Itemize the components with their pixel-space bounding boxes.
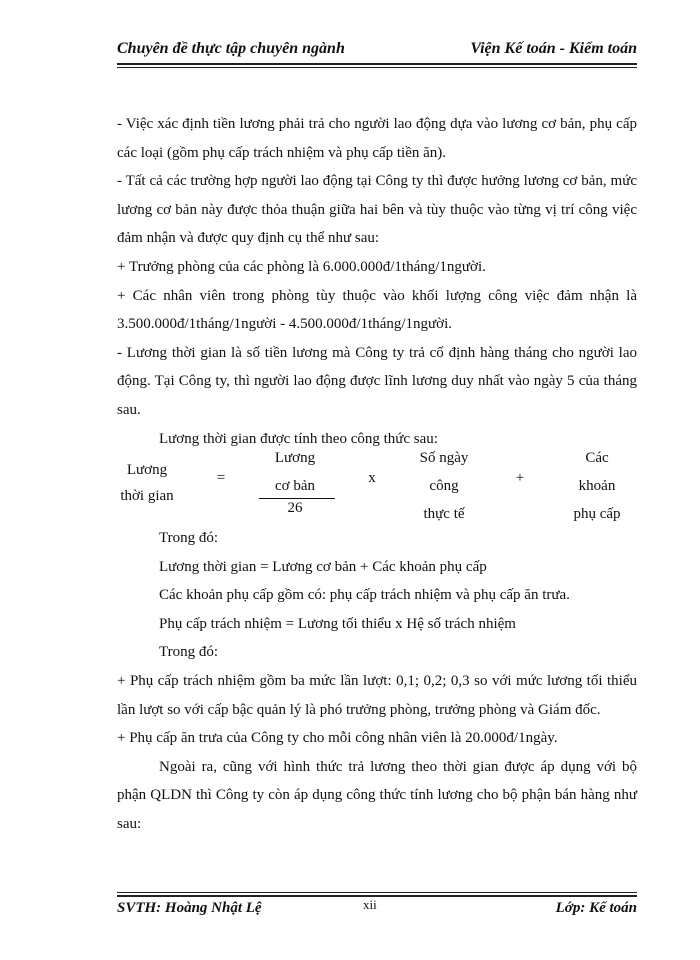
formula-fraction-bar bbox=[259, 498, 335, 499]
footer-page-number: xii bbox=[363, 897, 377, 912]
formula-days-line2: công bbox=[429, 478, 459, 494]
document-body-continued bbox=[117, 524, 637, 839]
formula-times: x bbox=[368, 470, 376, 486]
paragraph-sales-department: Ngoài ra, cũng với hình thức trả lương theo thời gian được áp dụng với bộ phận QLDN thì Công ty còn áp dụng công thức tính lương cho bộ phận bán hàng như sau: bbox=[117, 758, 637, 832]
paragraph-base-salary: - Tất cả các trường hợp người lao động tại Công ty thì được hưởng lương cơ bản, mức lương cơ bản này được thỏa thuận giữa hai bên và tùy thuộc vào từng vị trí công việc đảm nhận và được quy định cụ thể như sau: bbox=[117, 173, 637, 247]
formula-plus: + bbox=[515, 470, 525, 486]
formula-allowances bbox=[557, 444, 637, 528]
formula-equals: = bbox=[216, 470, 226, 486]
header-course-title: Chuyên đề thực tập chuyên ngành bbox=[117, 40, 345, 57]
paragraph-responsibility-formula: Phụ cấp trách nhiệm = Lương tối thiểu x Hệ số trách nhiệm bbox=[159, 615, 516, 632]
salary-formula bbox=[117, 440, 637, 524]
paragraph-responsibility-levels: + Phụ cấp trách nhiệm gồm ba mức lần lượt: 0,1; 0,2; 0,3 so với mức lương tối thiểu lần lượt so với cấp bậc quản lý là phó trưởng phòng, trưởng phòng và Giám đốc. bbox=[117, 672, 637, 718]
formula-allow-line3: phụ cấp bbox=[573, 506, 621, 522]
header-rule-thin bbox=[117, 67, 637, 68]
formula-allow-line1: Các bbox=[585, 450, 609, 466]
footer-rule-thin bbox=[117, 892, 637, 893]
paragraph-time-salary: - Lương thời gian là số tiền lương mà Công ty trả cố định hàng tháng cho người lao động. Tại Công ty, thì người lao động được lĩnh lương duy nhất vào ngày 5 của tháng sau. bbox=[117, 344, 637, 418]
formula-days-line1: Số ngày bbox=[419, 450, 469, 466]
footer-student: SVTH: Hoàng Nhật Lệ bbox=[117, 900, 262, 916]
formula-allow-line2: khoản bbox=[578, 478, 616, 494]
formula-days-line3: thực tế bbox=[423, 506, 465, 522]
formula-days bbox=[399, 444, 489, 528]
formula-numerator bbox=[255, 444, 335, 500]
paragraph-salary-basis: - Việc xác định tiền lương phải trả cho người lao động dựa vào lương cơ bản, phụ cấp các loại (gồm phụ cấp trách nhiệm và phụ cấp tiền ăn). bbox=[117, 116, 637, 161]
paragraph-head-salary: + Trưởng phòng của các phòng là 6.000.000đ/1tháng/1người. bbox=[117, 258, 486, 275]
footer-class: Lớp: Kế toán bbox=[555, 900, 637, 916]
formula-num-line2: cơ bản bbox=[275, 478, 315, 494]
document-body bbox=[117, 110, 637, 453]
paragraph-where-2: Trong đó: bbox=[159, 644, 219, 661]
page-header bbox=[117, 40, 637, 64]
paragraph-allowance-types: Các khoản phụ cấp gồm có: phụ cấp trách nhiệm và phụ cấp ăn trưa. bbox=[159, 587, 570, 604]
paragraph-staff-salary: + Các nhân viên trong phòng tùy thuộc vào khối lượng công việc đảm nhận là 3.500.000đ/1tháng/1người - 4.500.000đ/1tháng/1người. bbox=[117, 287, 637, 333]
footer-rule-thick bbox=[117, 895, 637, 897]
header-institute: Viện Kế toán - Kiểm toán bbox=[470, 40, 637, 57]
paragraph-lunch-allowance: + Phụ cấp ăn trưa của Công ty cho mỗi công nhân viên là 20.000đ/1ngày. bbox=[117, 730, 558, 747]
header-rule-thick bbox=[117, 63, 637, 65]
formula-lhs-line1: Lương bbox=[126, 462, 168, 478]
formula-lhs bbox=[117, 457, 177, 509]
formula-lhs-line2: thời gian bbox=[120, 488, 174, 504]
formula-num-line1: Lương bbox=[274, 450, 316, 466]
paragraph-where-1: Trong đó: bbox=[159, 530, 219, 546]
paragraph-time-salary-formula: Lương thời gian = Lương cơ bản + Các khoản phụ cấp bbox=[159, 558, 487, 575]
paragraph-formula-intro: Lương thời gian được tính theo công thức sau: bbox=[159, 430, 438, 447]
formula-denominator: 26 bbox=[287, 500, 303, 516]
page-footer bbox=[117, 897, 637, 922]
